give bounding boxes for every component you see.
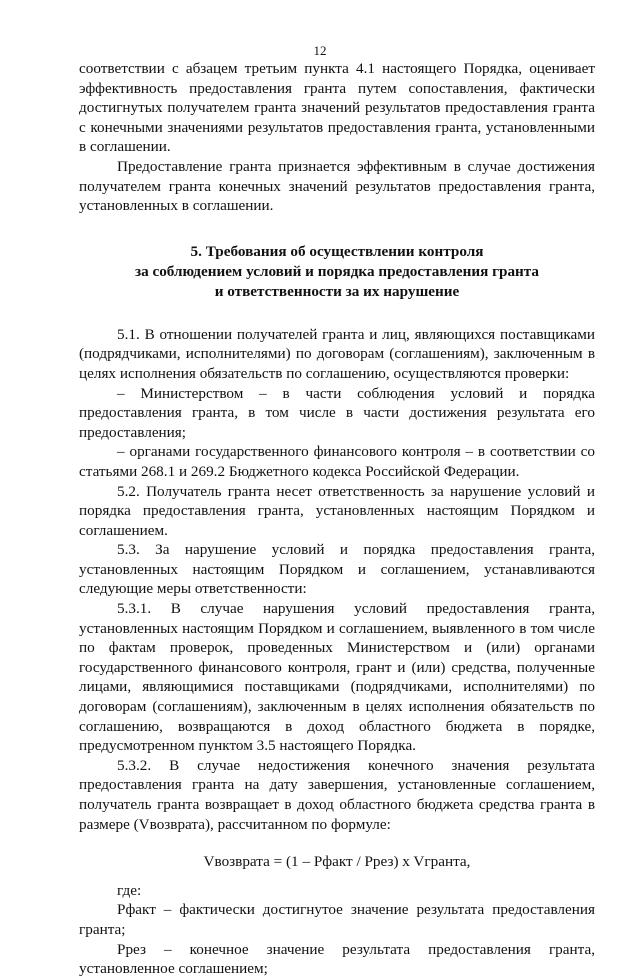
formula: Vвозврата = (1 – Рфакт / Рpез) x Vгранта,	[203, 853, 471, 871]
spacer	[79, 312, 595, 325]
paragraph-where: где:	[117, 881, 142, 899]
paragraph-5-2: 5.2. Получатель гранта несет ответственность за нарушение условий и порядка предоставления гранта, установленных настоящим Порядком и соглашением.	[79, 482, 595, 539]
section-title-line-2: за соблюдением условий и порядка предоставления гранта	[134, 262, 540, 280]
section-title-line-1: 5. Требования об осуществлении контроля	[190, 242, 484, 260]
paragraph-rfact: Рфакт – фактически достигнутое значение результата предоставления гранта;	[79, 901, 595, 938]
paragraph-effective: Предоставление гранта признается эффективным в случае достижения получателем гранта конечных значений результатов предоставления гранта, установленных в соглашении.	[79, 157, 595, 215]
paragraph-5-3-2: 5.3.2. В случае недостижения конечного значения результата предоставления гранта на дату завершения, установленные соглашением, получатель гранта возвращает в доход областного бюджета средства гранта в размере (Vвозврата), рассчитанном по формуле:	[79, 756, 595, 833]
paragraph-5-1: 5.1. В отношении получателей гранта и лиц, являющихся поставщиками (подрядчиками, исполнителями) по договорам (соглашениям), заключенным в целях исполнения обязательств по соглашению, осуществляются проверки:	[79, 325, 595, 382]
document-body	[79, 59, 595, 979]
page-number: 12	[313, 43, 327, 58]
paragraph-5-1-ministry: – Министерством – в части соблюдения условий и порядка предоставления гранта, в том числе в части достижения результата его предоставления;	[79, 384, 595, 441]
paragraph-5-3-1: 5.3.1. В случае нарушения условий предоставления гранта, установленных настоящим Порядком и соглашением, выявленного в том числе по фактам проверок, проведенных Министерством и (или) органами государственного финансового контроля, грант и (или) средства, полученные лицами, являющимися поставщиками (подрядчиками, исполнителями) по договорам (соглашениям), заключенным в целях исполнения обязательств по соглашению, возвращаются в доход областного бюджета в порядке, предусмотренном пунктом 3.5 настоящего Порядка.	[79, 600, 595, 755]
paragraph-5-3: 5.3. За нарушение условий и порядка предоставления гранта, установленных настоящим Порядком и соглашением, устанавливаются следующие меры ответственности:	[79, 541, 595, 598]
paragraph-intro: соответствии с абзацем третьим пункта 4.1 настоящего Порядка, оценивает эффективность предоставления гранта путем сопоставления, фактически достигнутых получателем гранта значений результатов предоставления гранта с конечными значениями результатов предоставления гранта, установленными в соглашении.	[79, 60, 595, 156]
paragraph-rrez: Рpез – конечное значение результата предоставления гранта, установленное соглашением;	[79, 940, 595, 978]
section-heading	[79, 242, 595, 302]
section-title-line-3: и ответственности за их нарушение	[214, 282, 460, 300]
paragraph-5-1-control: – органами государственного финансового контроля – в соответствии со статьями 268.1 и 269.2 Бюджетного кодекса Российской Федерации.	[79, 443, 595, 480]
